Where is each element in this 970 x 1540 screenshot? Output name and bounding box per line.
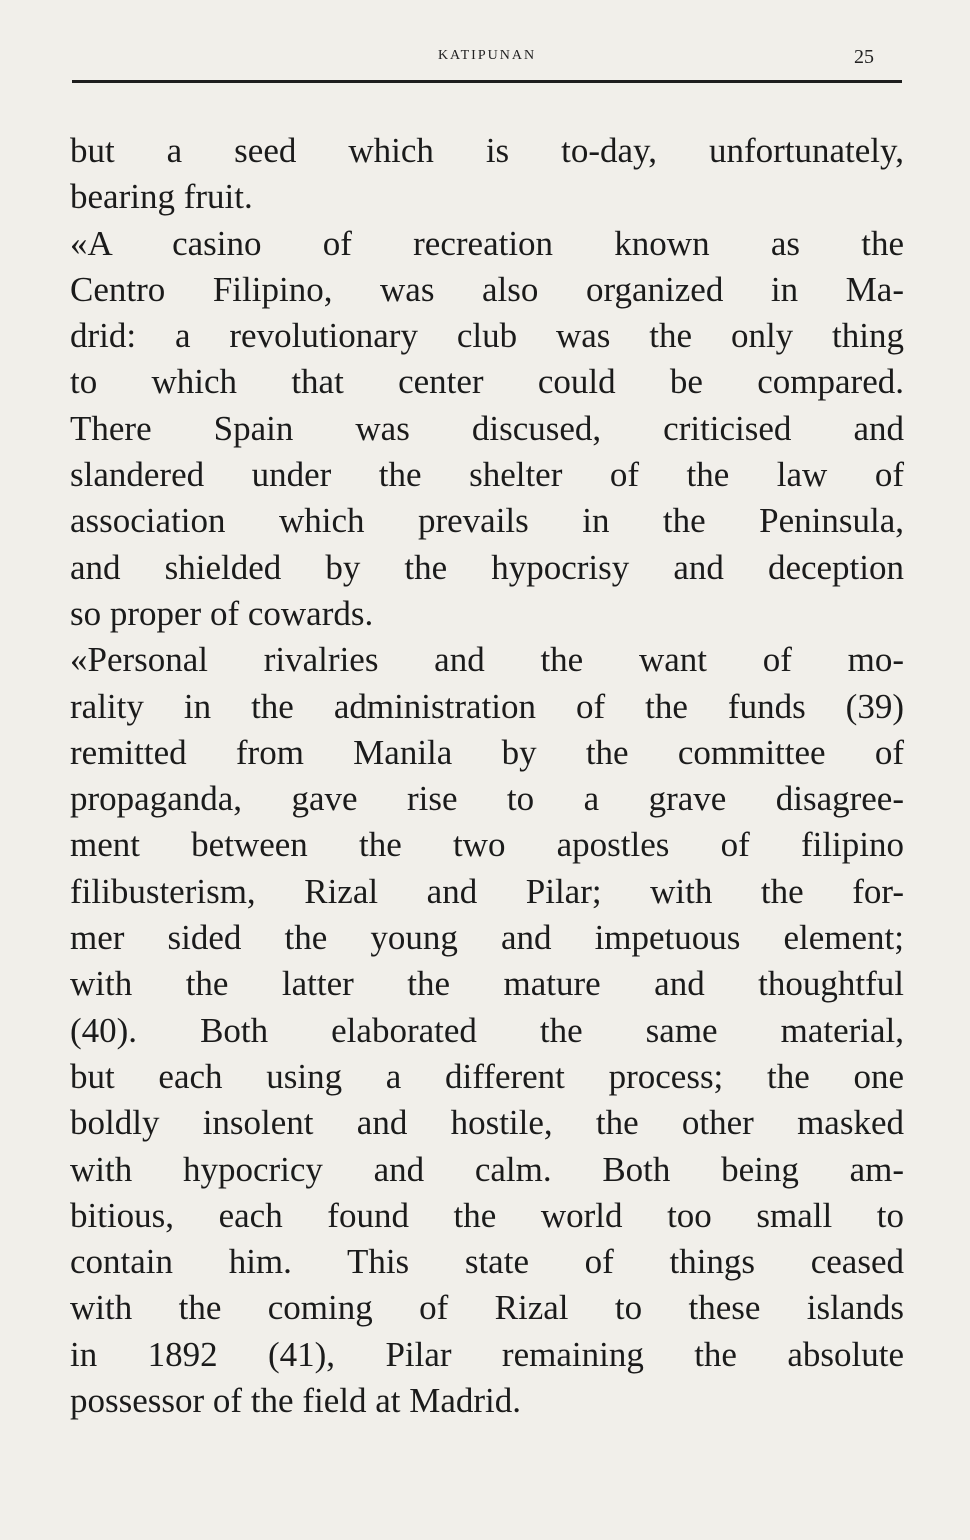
- page-number: 25: [854, 46, 874, 68]
- text-line: to which that center could be compared.: [70, 362, 904, 402]
- text-line: remitted from Manila by the committee of: [70, 732, 904, 772]
- text-line: but each using a different process; the one: [70, 1056, 904, 1096]
- text-line: Centro Filipino, was also organized in Ma-: [70, 269, 904, 309]
- text-line: so proper of cowards.: [70, 593, 374, 633]
- text-line: drid: a revolutionary club was the only thing: [70, 316, 904, 356]
- text-line: (40). Both elaborated the same material,: [70, 1010, 904, 1050]
- text-line: bearing fruit.: [70, 177, 253, 217]
- text-line: rality in the administration of the funds (39): [70, 686, 904, 726]
- header-rule: [72, 80, 902, 83]
- text-line: with hypocricy and calm. Both being am-: [70, 1149, 904, 1189]
- text-line: mer sided the young and impetuous element;: [70, 918, 904, 958]
- text-line: with the latter the mature and thoughtful: [70, 964, 904, 1004]
- text-line: but a seed which is to-day, unfortunately,: [70, 131, 904, 170]
- page-header: [72, 48, 902, 72]
- text-line: bitious, each found the world too small to: [70, 1195, 904, 1235]
- text-line: possessor of the field at Madrid.: [70, 1381, 522, 1421]
- text-line: boldly insolent and hostile, the other masked: [70, 1103, 904, 1143]
- text-line: and shielded by the hypocrisy and deception: [70, 547, 904, 587]
- text-line: «Personal rivalries and the want of mo-: [70, 640, 904, 680]
- text-line: contain him. This state of things ceased: [70, 1242, 904, 1282]
- text-line: slandered under the shelter of the law of: [70, 455, 904, 495]
- running-title: KATIPUNAN: [437, 48, 537, 63]
- body-text: [70, 128, 904, 1424]
- text-line: with the coming of Rizal to these islands: [70, 1288, 904, 1328]
- text-line: in 1892 (41), Pilar remaining the absolute: [70, 1334, 904, 1374]
- text-line: association which prevails in the Peninsula,: [70, 501, 904, 541]
- text-line: propaganda, gave rise to a grave disagree-: [70, 779, 904, 819]
- text-line: ment between the two apostles of filipino: [70, 825, 904, 865]
- text-line: «A casino of recreation known as the: [70, 223, 904, 263]
- text-line: There Spain was discused, criticised and: [70, 408, 904, 448]
- text-line: filibusterism, Rizal and Pilar; with the for-: [70, 871, 904, 911]
